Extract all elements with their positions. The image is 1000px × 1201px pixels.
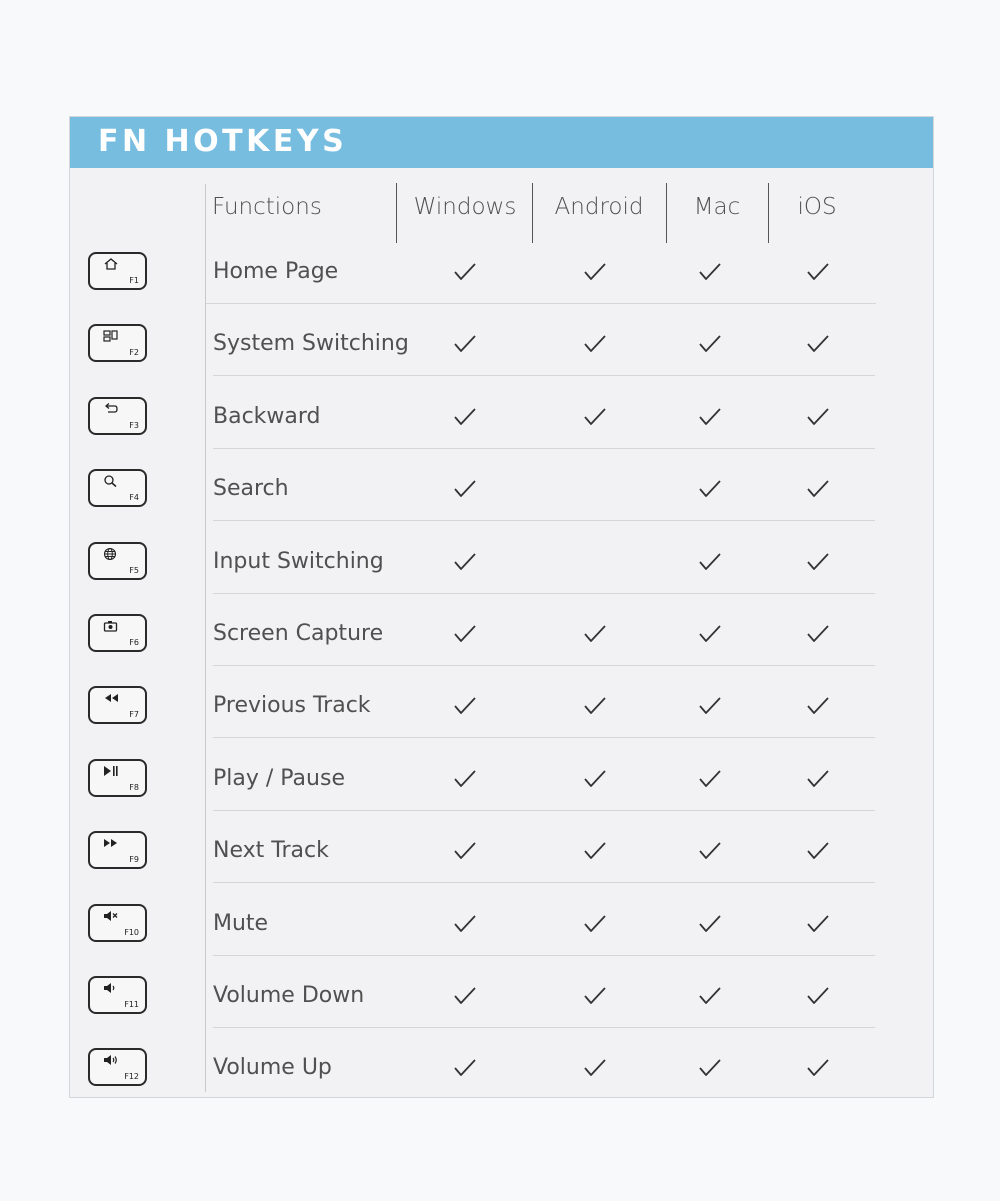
table-row [70, 527, 933, 599]
key-cap-f6 [88, 614, 147, 652]
back-arrow-icon [103, 402, 119, 416]
check-icon-ios [806, 334, 830, 354]
key-label: F8 [129, 782, 139, 792]
home-icon [103, 257, 119, 271]
check-icon-mac [698, 407, 722, 427]
function-label: Previous Track [213, 693, 371, 719]
row-divider [213, 1027, 875, 1028]
row-divider [213, 665, 875, 666]
table-row [70, 382, 933, 454]
key-label: F1 [129, 276, 139, 285]
camera-icon [103, 619, 119, 633]
check-icon-ios [806, 407, 830, 427]
table-row [70, 599, 933, 671]
row-divider [213, 375, 875, 376]
check-icon-android [583, 334, 607, 354]
check-icon-mac [698, 1058, 722, 1078]
function-label: Play / Pause [213, 765, 345, 791]
function-label: Mute [213, 910, 269, 936]
check-icon-android [583, 986, 607, 1006]
key-cap-f5 [88, 542, 147, 580]
column-divider-mac [666, 183, 667, 243]
check-icon-android [583, 1058, 607, 1078]
header-windows: Windows [413, 194, 517, 220]
table-row [70, 309, 933, 381]
function-label: Volume Up [213, 1055, 332, 1081]
row-divider [213, 520, 875, 521]
check-icon-mac [698, 624, 722, 644]
key-label: F5 [129, 565, 139, 575]
row-divider [213, 448, 875, 449]
globe-icon [103, 547, 119, 561]
hotkeys-panel [69, 116, 934, 1098]
check-icon-ios [806, 479, 830, 499]
key-label: F7 [129, 710, 139, 720]
key-label: F6 [129, 638, 139, 647]
row-divider [213, 810, 875, 811]
header-mac: Mac [693, 194, 741, 220]
check-icon-windows [453, 914, 477, 934]
table-row [70, 237, 933, 309]
check-icon-mac [698, 696, 722, 716]
key-label: F12 [124, 1072, 139, 1082]
column-divider-android [532, 183, 533, 243]
key-cap-f9 [88, 831, 147, 869]
search-icon [103, 474, 119, 488]
key-cap-f3 [88, 397, 147, 435]
table-row [70, 454, 933, 526]
check-icon-ios [806, 696, 830, 716]
key-cap-f8 [88, 759, 147, 797]
check-icon-ios [806, 624, 830, 644]
check-icon-android [583, 841, 607, 861]
header-functions: Functions [212, 194, 322, 220]
check-icon-windows [453, 769, 477, 789]
check-icon-android [583, 407, 607, 427]
check-icon-windows [453, 552, 477, 572]
check-icon-mac [698, 914, 722, 934]
function-label: Search [213, 476, 289, 502]
row-divider [206, 303, 876, 304]
key-cap-f11 [88, 976, 147, 1014]
mute-icon [103, 909, 119, 923]
fast-forward-icon [103, 836, 119, 850]
check-icon-windows [453, 479, 477, 499]
play-pause-icon [103, 764, 119, 778]
function-label: Home Page [213, 259, 339, 284]
table-row [70, 744, 933, 816]
header-ios: iOS [797, 194, 837, 220]
function-label: Next Track [213, 838, 329, 864]
check-icon-windows [453, 696, 477, 716]
key-label: F10 [124, 927, 139, 937]
check-icon-windows [453, 262, 477, 282]
function-label: Screen Capture [213, 621, 384, 646]
function-label: System Switching [213, 331, 409, 357]
check-icon-mac [698, 552, 722, 572]
rewind-icon [103, 691, 119, 705]
title-bar [70, 117, 933, 168]
check-icon-ios [806, 262, 830, 282]
row-divider [213, 737, 875, 738]
key-label: F9 [129, 855, 139, 865]
check-icon-mac [698, 262, 722, 282]
row-divider [213, 955, 875, 956]
check-icon-ios [806, 841, 830, 861]
key-label: F11 [124, 1000, 139, 1009]
table-row [70, 671, 933, 743]
check-icon-mac [698, 479, 722, 499]
check-icon-android [583, 769, 607, 789]
check-icon-ios [806, 1058, 830, 1078]
key-cap-f2 [88, 324, 147, 362]
check-icon-ios [806, 914, 830, 934]
column-divider-ios [768, 183, 769, 243]
panel-title: FN HOTKEYS [98, 124, 348, 159]
check-icon-ios [806, 769, 830, 789]
switch-windows-icon [103, 329, 119, 343]
check-icon-windows [453, 334, 477, 354]
check-icon-android [583, 262, 607, 282]
key-cap-f4 [88, 469, 147, 507]
key-cap-f10 [88, 904, 147, 942]
table-row [70, 889, 933, 961]
key-label: F3 [129, 420, 139, 430]
check-icon-ios [806, 552, 830, 572]
key-label: F4 [129, 493, 139, 503]
check-icon-mac [698, 334, 722, 354]
check-icon-windows [453, 841, 477, 861]
check-icon-android [583, 914, 607, 934]
table-row [70, 1033, 933, 1105]
check-icon-mac [698, 769, 722, 789]
function-label: Input Switching [213, 548, 384, 574]
check-icon-mac [698, 841, 722, 861]
volume-down-icon [103, 981, 119, 995]
check-icon-android [583, 624, 607, 644]
function-label: Volume Down [213, 983, 365, 1008]
table-row [70, 816, 933, 888]
key-cap-f12 [88, 1048, 147, 1086]
column-divider-windows [396, 183, 397, 243]
check-icon-mac [698, 986, 722, 1006]
check-icon-windows [453, 1058, 477, 1078]
volume-up-icon [103, 1053, 119, 1067]
key-cap-f1 [88, 252, 147, 290]
key-label: F2 [129, 348, 139, 358]
check-icon-windows [453, 624, 477, 644]
row-divider [213, 882, 875, 883]
function-label: Backward [213, 403, 321, 429]
header-android: Android [554, 194, 644, 220]
check-icon-android [583, 696, 607, 716]
key-cap-f7 [88, 686, 147, 724]
row-divider [213, 593, 875, 594]
check-icon-windows [453, 986, 477, 1006]
check-icon-ios [806, 986, 830, 1006]
table-row [70, 961, 933, 1033]
check-icon-windows [453, 407, 477, 427]
